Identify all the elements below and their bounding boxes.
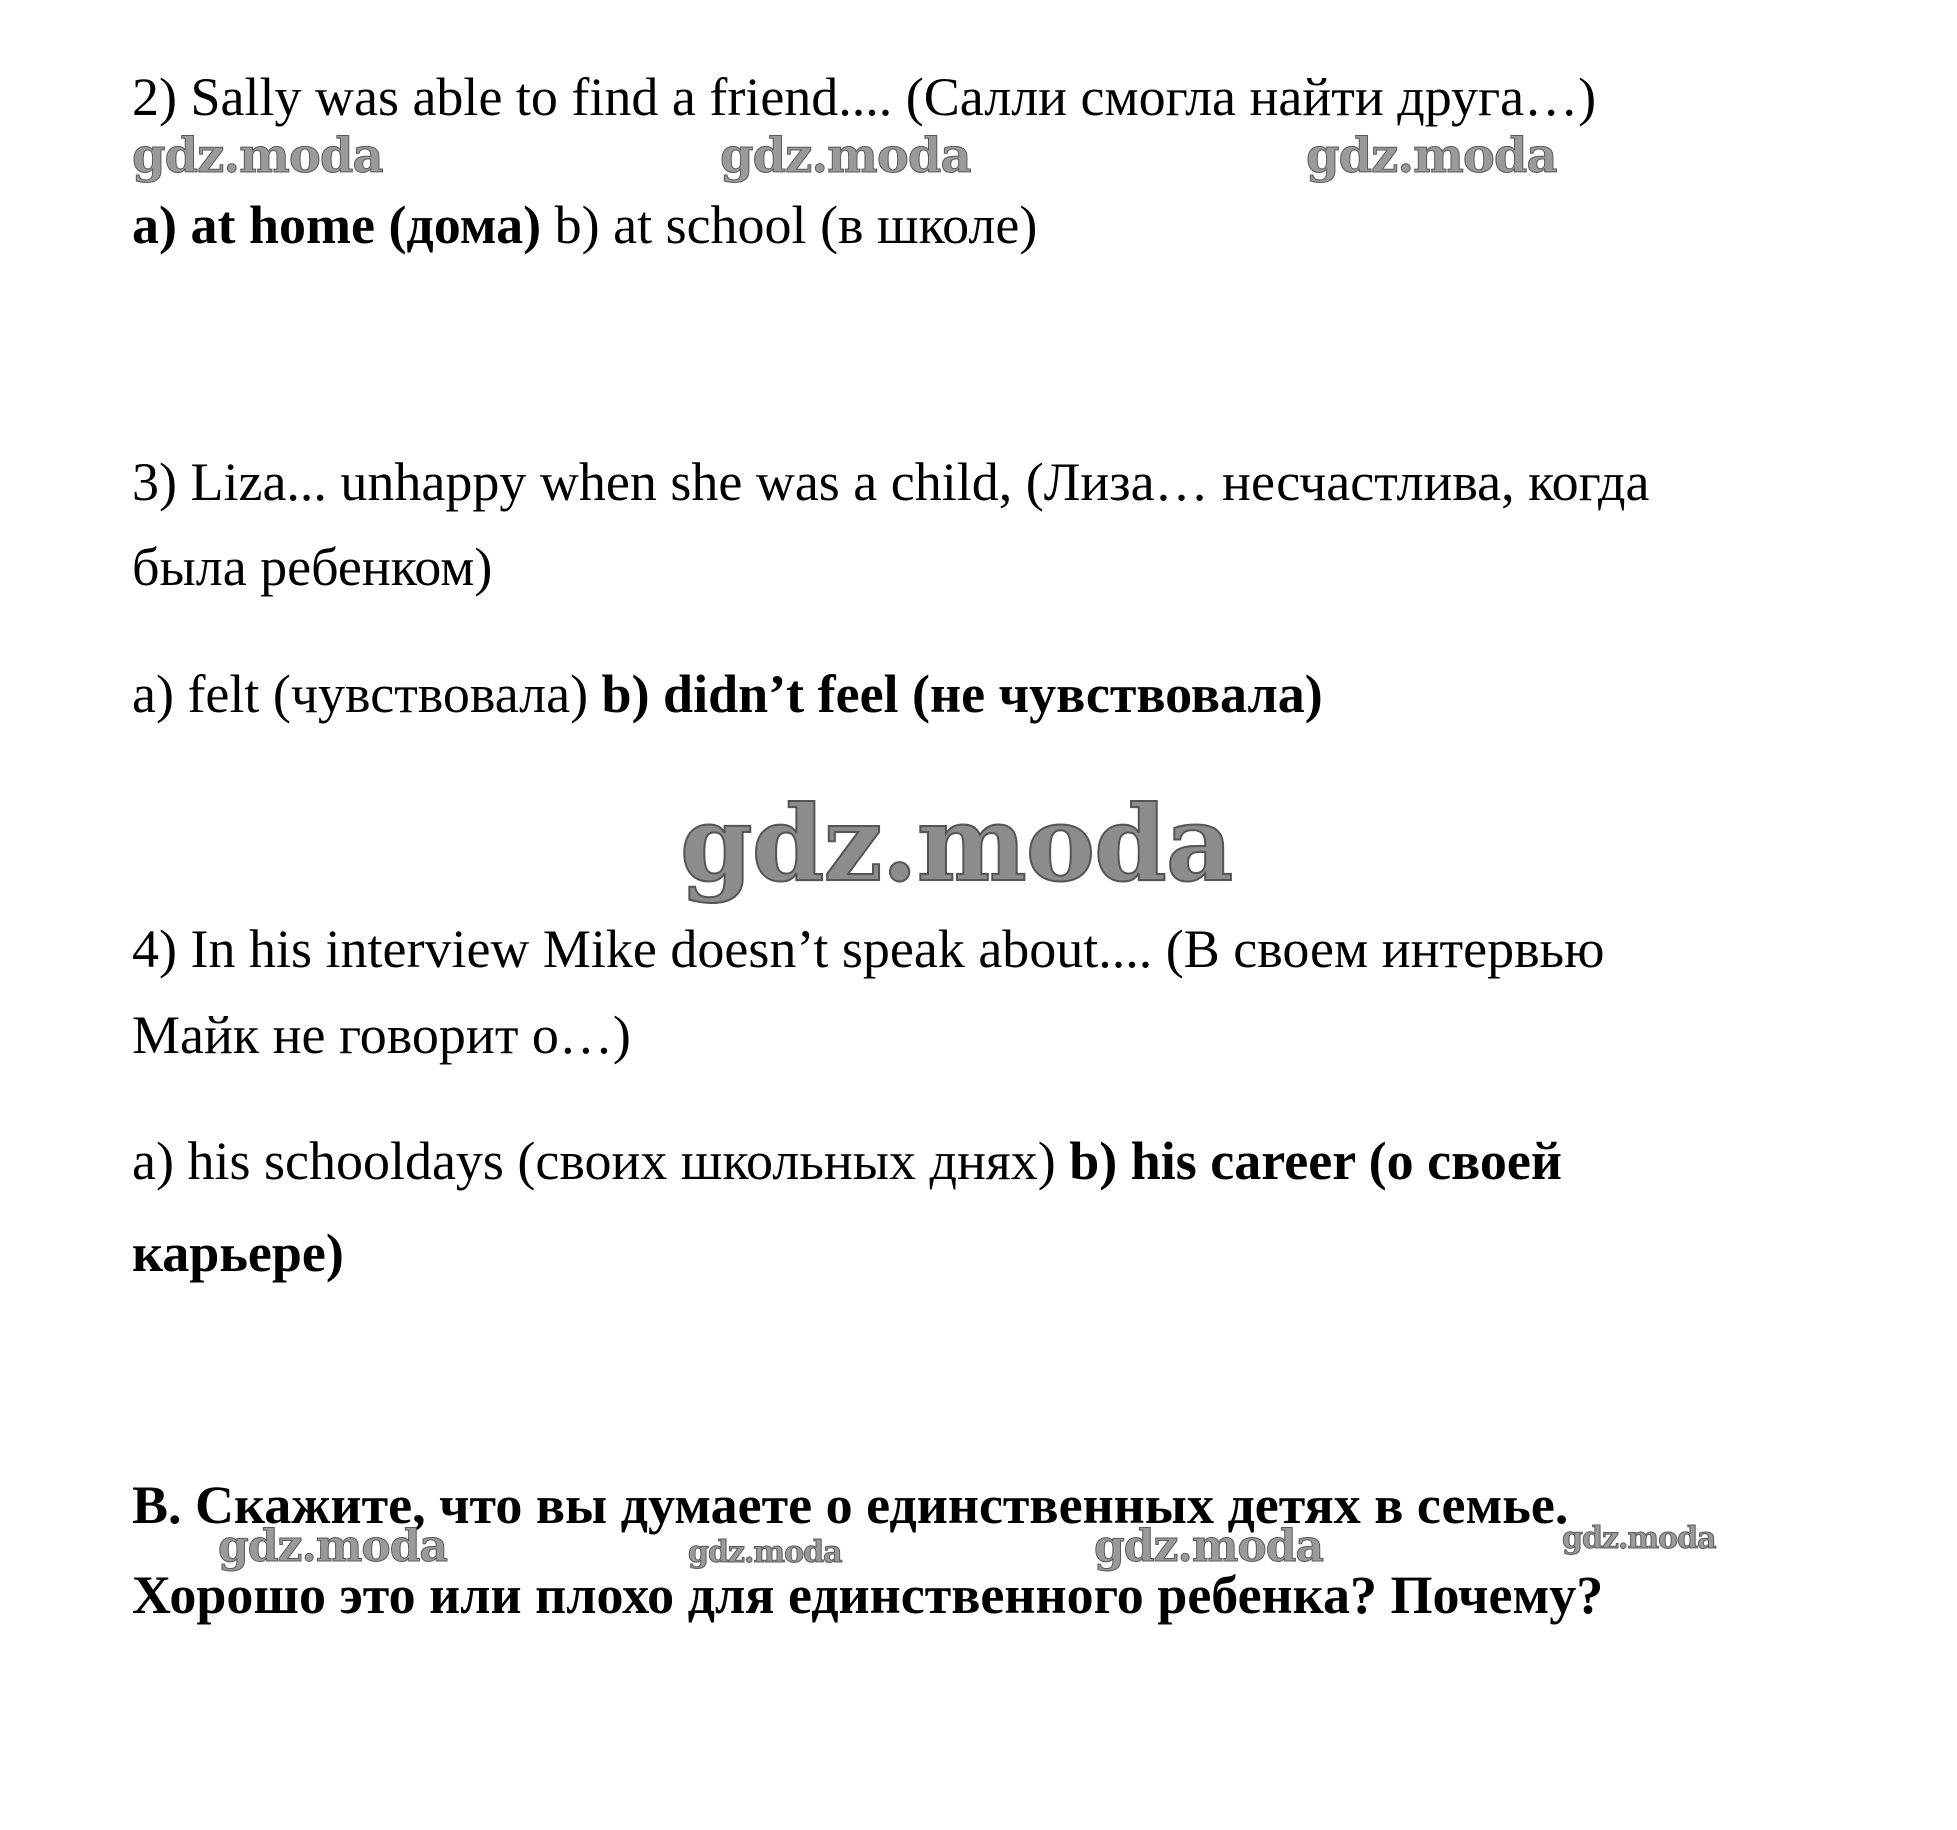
q4-answers-line1 (132, 1131, 1563, 1191)
q3-question-line1: 3) Liza... unhappy when she was a child, (Лиза… несчастлива, когда (132, 452, 1650, 512)
q3-answers (132, 664, 1323, 724)
q4-answers-line2: карьере) (132, 1223, 344, 1283)
q2-answers (132, 195, 1038, 255)
watermark-logo: gdz.moda (1562, 1521, 1716, 1556)
q2-answer-a-correct: a) at home (дома) (132, 195, 542, 255)
watermark-logo: gdz.moda (1306, 128, 1557, 184)
watermark-logo: gdz.moda (680, 782, 1233, 905)
q3-answer-a: a) felt (чувствовала) (132, 664, 602, 724)
q4-question-line2: Майк не говорит о…) (132, 1005, 631, 1065)
watermark-logo: gdz.moda (688, 1535, 842, 1570)
q4-question-line1: 4) In his interview Mike doesn’t speak about.... (В своем интервью (132, 919, 1605, 979)
watermark-logo: gdz.moda (218, 1521, 448, 1572)
q2-question: 2) Sally was able to find a friend.... (Салли смогла найти друга…) (132, 67, 1597, 127)
watermark-logo: gdz.moda (720, 128, 971, 184)
task-b-line1: B. Скажите, что вы думаете о единственных детях в семье. (132, 1475, 1569, 1535)
q2-answer-b: b) at school (в школе) (541, 195, 1038, 255)
watermark-logo: gdz.moda (1094, 1521, 1324, 1572)
q3-answer-b-correct: b) didn’t feel (не чувствовала) (601, 664, 1323, 724)
task-b-line2: Хорошо это или плохо для единственного ребенка? Почему? (132, 1565, 1604, 1625)
q4-answer-b-correct: b) his career (о своей (1069, 1131, 1563, 1191)
q4-answer-a: a) his schooldays (своих школьных днях) (132, 1131, 1070, 1191)
watermark-logo: gdz.moda (132, 128, 383, 184)
q3-question-line2: была ребенком) (132, 537, 493, 597)
